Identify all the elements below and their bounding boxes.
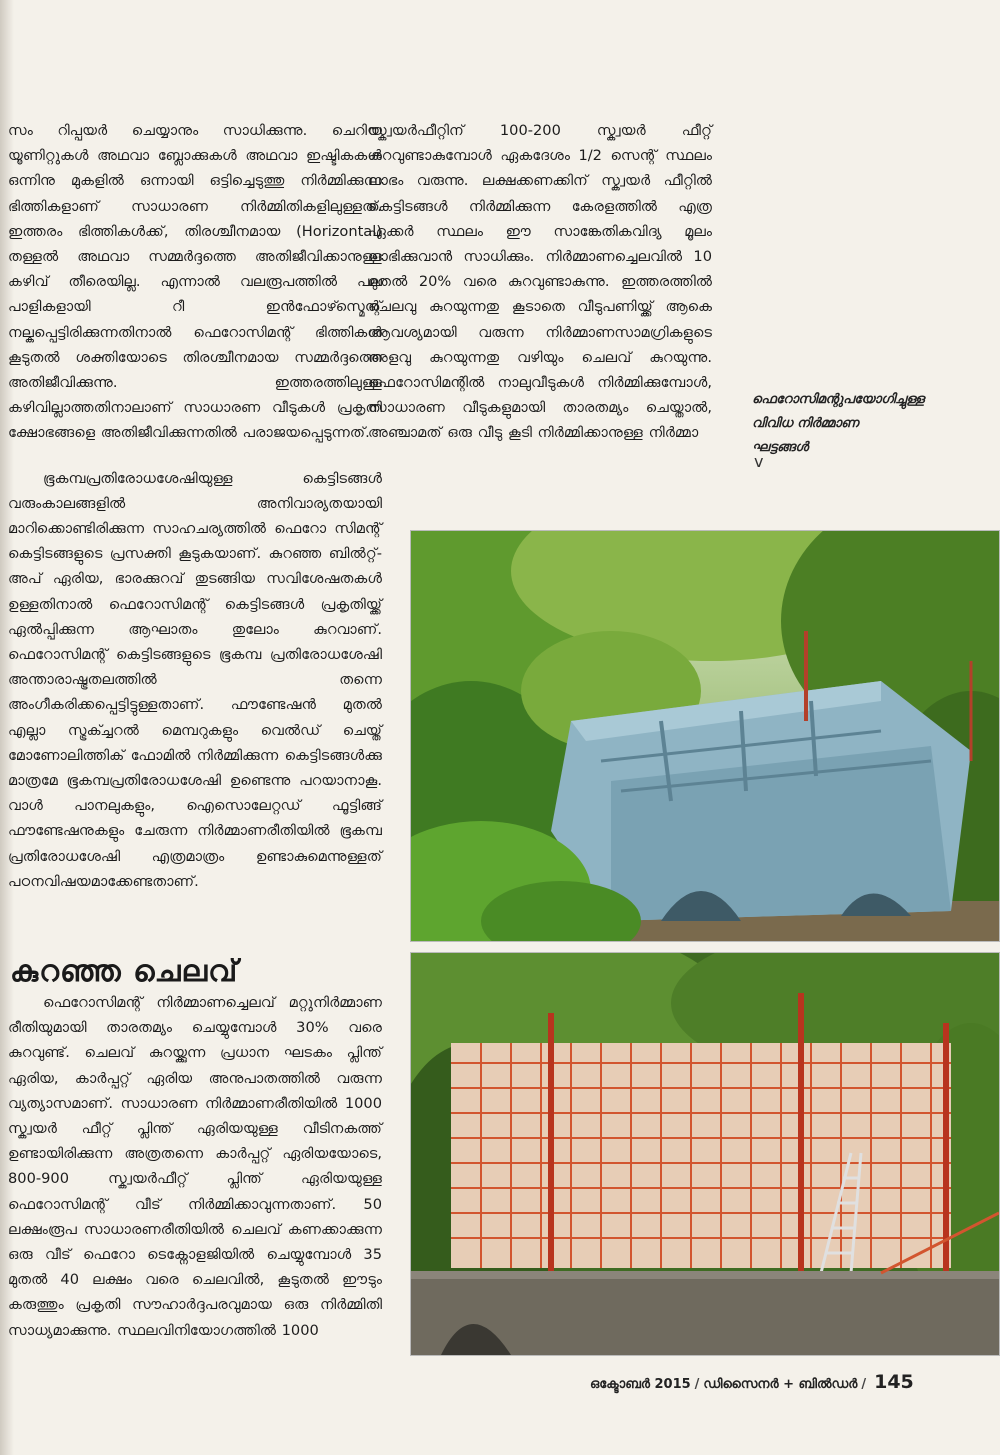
footer-separator: / (861, 1377, 867, 1392)
page-number: 145 (874, 1371, 914, 1393)
footer-magazine-name: ഡിസൈനർ + ബിൽഡർ (703, 1377, 858, 1392)
middle-paragraph-1: സ്ക്വയർഫീറ്റിന് 100-200 സ്ക്വയർ ഫീറ്റ് കുറവുണ്ടാകുമ്പോൾ ഏകദേശം 1/2 സെന്റ് സ്ഥലം ലാഭം വരുന്നു. ലക്ഷക്കണക്കിന് സ്ക്വയർ ഫീറ്റിൽ കെട്ടിടങ്ങൾ നിർമ്മിക്കുന്ന കേരളത്തിൽ എത്ര ഏക്കർ സ്ഥലം ഈ സാങ്കേതികവിദ്യ മൂലം ലാഭിക്കുവാൻ സാധിക്കും. നിർമ്മാണച്ചെലവിൽ 10 മുതൽ 20% വരെ കുറവുണ്ടാകുന്നു. ഇത്തരത്തിൽ ചെലവു കുറയുന്നതു കൂടാതെ വീടുപണിയ്ക്ക് ആകെ ആവശ്യമായി വരുന്ന നിർമ്മാണസാമഗ്രികളുടെ അളവു കുറയുന്നതു വഴിയും ചെലവ് കുറയുന്നു. ഫെറോസിമന്റിൽ നാലുവീടുകൾ നിർമ്മിക്കുമ്പോൾ, സാധാരണ വീടുകളുമായി താരതമ്യം ചെയ്താൽ, അഞ്ചാമത് ഒരു വീടു കൂടി നിർമ്മിക്കാനുള്ള നിർമ്മാ (368, 122, 712, 442)
left-paragraph-3: ഫെറോസിമന്റ് നിർമ്മാണച്ചെലവ് മറ്റുനിർമ്മാണ രീതിയുമായി താരതമ്യം ചെയ്യുമ്പോൾ 30% വരെ കുറവുണ്ട്. ചെലവ് കുറയ്ക്കുന്ന പ്രധാന ഘടകം പ്ലിന്ത് ഏരിയ, കാർപ്പറ്റ് ഏരിയ അനുപാതത്തിൽ വരുന്ന വ്യത്യാസമാണ്. സാധാരണ നിർമ്മാണരീതിയിൽ 1000 സ്ക്വയർ ഫീറ്റ് പ്ലിന്ത് ഏരിയയുള്ള വീടിനകത്ത് ഉണ്ടായിരിക്കുന്ന അത്രതന്നെ കാർപ്പറ്റ് ഏരിയയോടെ, 800-900 സ്ക്വയർഫീറ്റ് പ്ലിന്ത് ഏരിയയുള്ള ഫെറോസിമന്റ് വീട് നിർമ്മിക്കാവുന്നതാണ്. 50 ലക്ഷംരൂപ സാധാരണരീതിയിൽ ചെലവ് കണക്കാക്കുന്ന ഒരു വീട് ഫെറോ ടെക്നോളജിയിൽ ചെയ്യുമ്പോൾ 35 മുതൽ 40 ലക്ഷം വരെ ചെലവിൽ, കൂടുതൽ ഈടും കരുത്തും പ്രകൃതി സൗഹാർദ്ദപരവുമായ ഒരു നിർമ്മിതി സാധ്യമാക്കുന്നു. സ്ഥലവിനിയോഗത്തിൽ 1000 (8, 994, 382, 1339)
left-paragraph-2: ഭൂകമ്പപ്രതിരോധശേഷിയുള്ള കെട്ടിടങ്ങൾ വരുംകാലങ്ങളിൽ അനിവാര്യതയായി മാറിക്കൊണ്ടിരിക്കുന്ന സാഹചര്യത്തിൽ ഫെറോ സിമന്റ് കെട്ടിടങ്ങളുടെ പ്രസക്തി കൂടുകയാണ്. കുറഞ്ഞ ബിൽറ്റ്-അപ് ഏരിയ, ഭാരക്കുറവ് തുടങ്ങിയ സവിശേഷതകൾ ഉള്ളതിനാൽ ഫെറോസിമന്റ് കെട്ടിടങ്ങൾ പ്രകൃതിയ്ക്ക് ഏൽപ്പിക്കുന്ന ആഘാതം തുലോം കുറവാണ്. ഫെറോസിമന്റ് കെട്ടിടങ്ങളുടെ ഭൂകമ്പ പ്രതിരോധശേഷി അന്താരാഷ്ട്രതലത്തിൽ തന്നെ അംഗീകരിക്കപ്പെട്ടിട്ടുള്ളതാണ്. ഫൗണ്ടേഷൻ മുതൽ എല്ലാ സ്ട്രക്ച്ചറൽ മെമ്പറുകളും വെൽഡ് ചെയ്ത് മോണോലിത്തിക് ഫോമിൽ നിർമ്മിക്കുന്ന കെട്ടിടങ്ങൾക്കു മാത്രമേ ഭൂകമ്പപ്രതിരോധശേഷി ഉണ്ടെന്നു പറയാനാകൂ. വാൾ പാനലുകളും, ഐസൊലേറ്റഡ് ഫൂട്ടിങ്ങ് ഫൗണ്ടേഷനുകളും ചേരുന്ന നിർമ്മാണരീതിയിൽ ഭൂകമ്പ പ്രതിരോധശേഷി എത്രമാത്രം ഉണ്ടാകുമെന്നുള്ളത് പഠനവിഷയമാക്കേണ്ടതാണ്. (8, 469, 382, 890)
middle-column (368, 118, 712, 446)
left-paragraph-1: സം റിപ്പയർ ചെയ്യാനും സാധിക്കുന്നു. ചെറിയ യൂണിറ്റുകൾ അഥവാ ബ്ലോക്കുകൾ അഥവാ ഇഷ്ടികകൾ ഒന്നിനു മുകളിൽ ഒന്നായി ഒട്ടിച്ചെടുത്തു നിർമ്മിക്കുന്ന ഭിത്തികളാണ് സാധാരണ നിർമ്മിതികളിലുള്ളത്. ഇത്തരം ഭിത്തികൾക്ക്, തിരശ്ചീനമായ (Horizontal) തള്ളൽ അഥവാ സമ്മർദ്ദത്തെ അതിജീവിക്കാനുള്ള കഴിവ് തീരെയില്ല. എന്നാൽ വലരൂപത്തിൽ പല പാളികളായി റീ ഇൻഫോഴ്സ്മെന്റ് നല്കപ്പെട്ടിരിക്കുന്നതിനാൽ ഫെറോസിമന്റ് ഭിത്തികൾ കൂടുതൽ ശക്തിയോടെ തിരശ്ചീനമായ സമ്മർദ്ദത്തെ അതിജീവിക്കുന്നു. ഇത്തരത്തിലുള്ള കഴിവില്ലാത്തതിനാലാണ് സാധാരണ വീടുകൾ പ്രകൃതി ക്ഷോഭങ്ങളെ അതിജീവിക്കുന്നതിൽ പരാജയപ്പെടുന്നത്. (8, 122, 382, 442)
page-footer (590, 1371, 914, 1395)
left-column-lower (8, 990, 382, 1343)
photo-ferrocement-structure-image (411, 531, 999, 941)
section-heading: കുറഞ്ഞ ചെലവ് (10, 954, 239, 989)
footer-month-year: ഒക്ടോബർ 2015 (590, 1377, 691, 1392)
photo-caption: ഫെറോസിമന്റുപയോഗിച്ചുള്ള വിവിധ നിർമ്മാണ ഘട്ടങ്ങൾ (752, 392, 925, 455)
footer-separator: / (694, 1377, 700, 1392)
photo-mesh-reinforcement (410, 952, 1000, 1356)
photo-ferrocement-structure (410, 530, 1000, 942)
photo-mesh-reinforcement-image (411, 953, 999, 1355)
caption-arrow-icon: v (754, 452, 764, 471)
left-column (8, 118, 382, 894)
